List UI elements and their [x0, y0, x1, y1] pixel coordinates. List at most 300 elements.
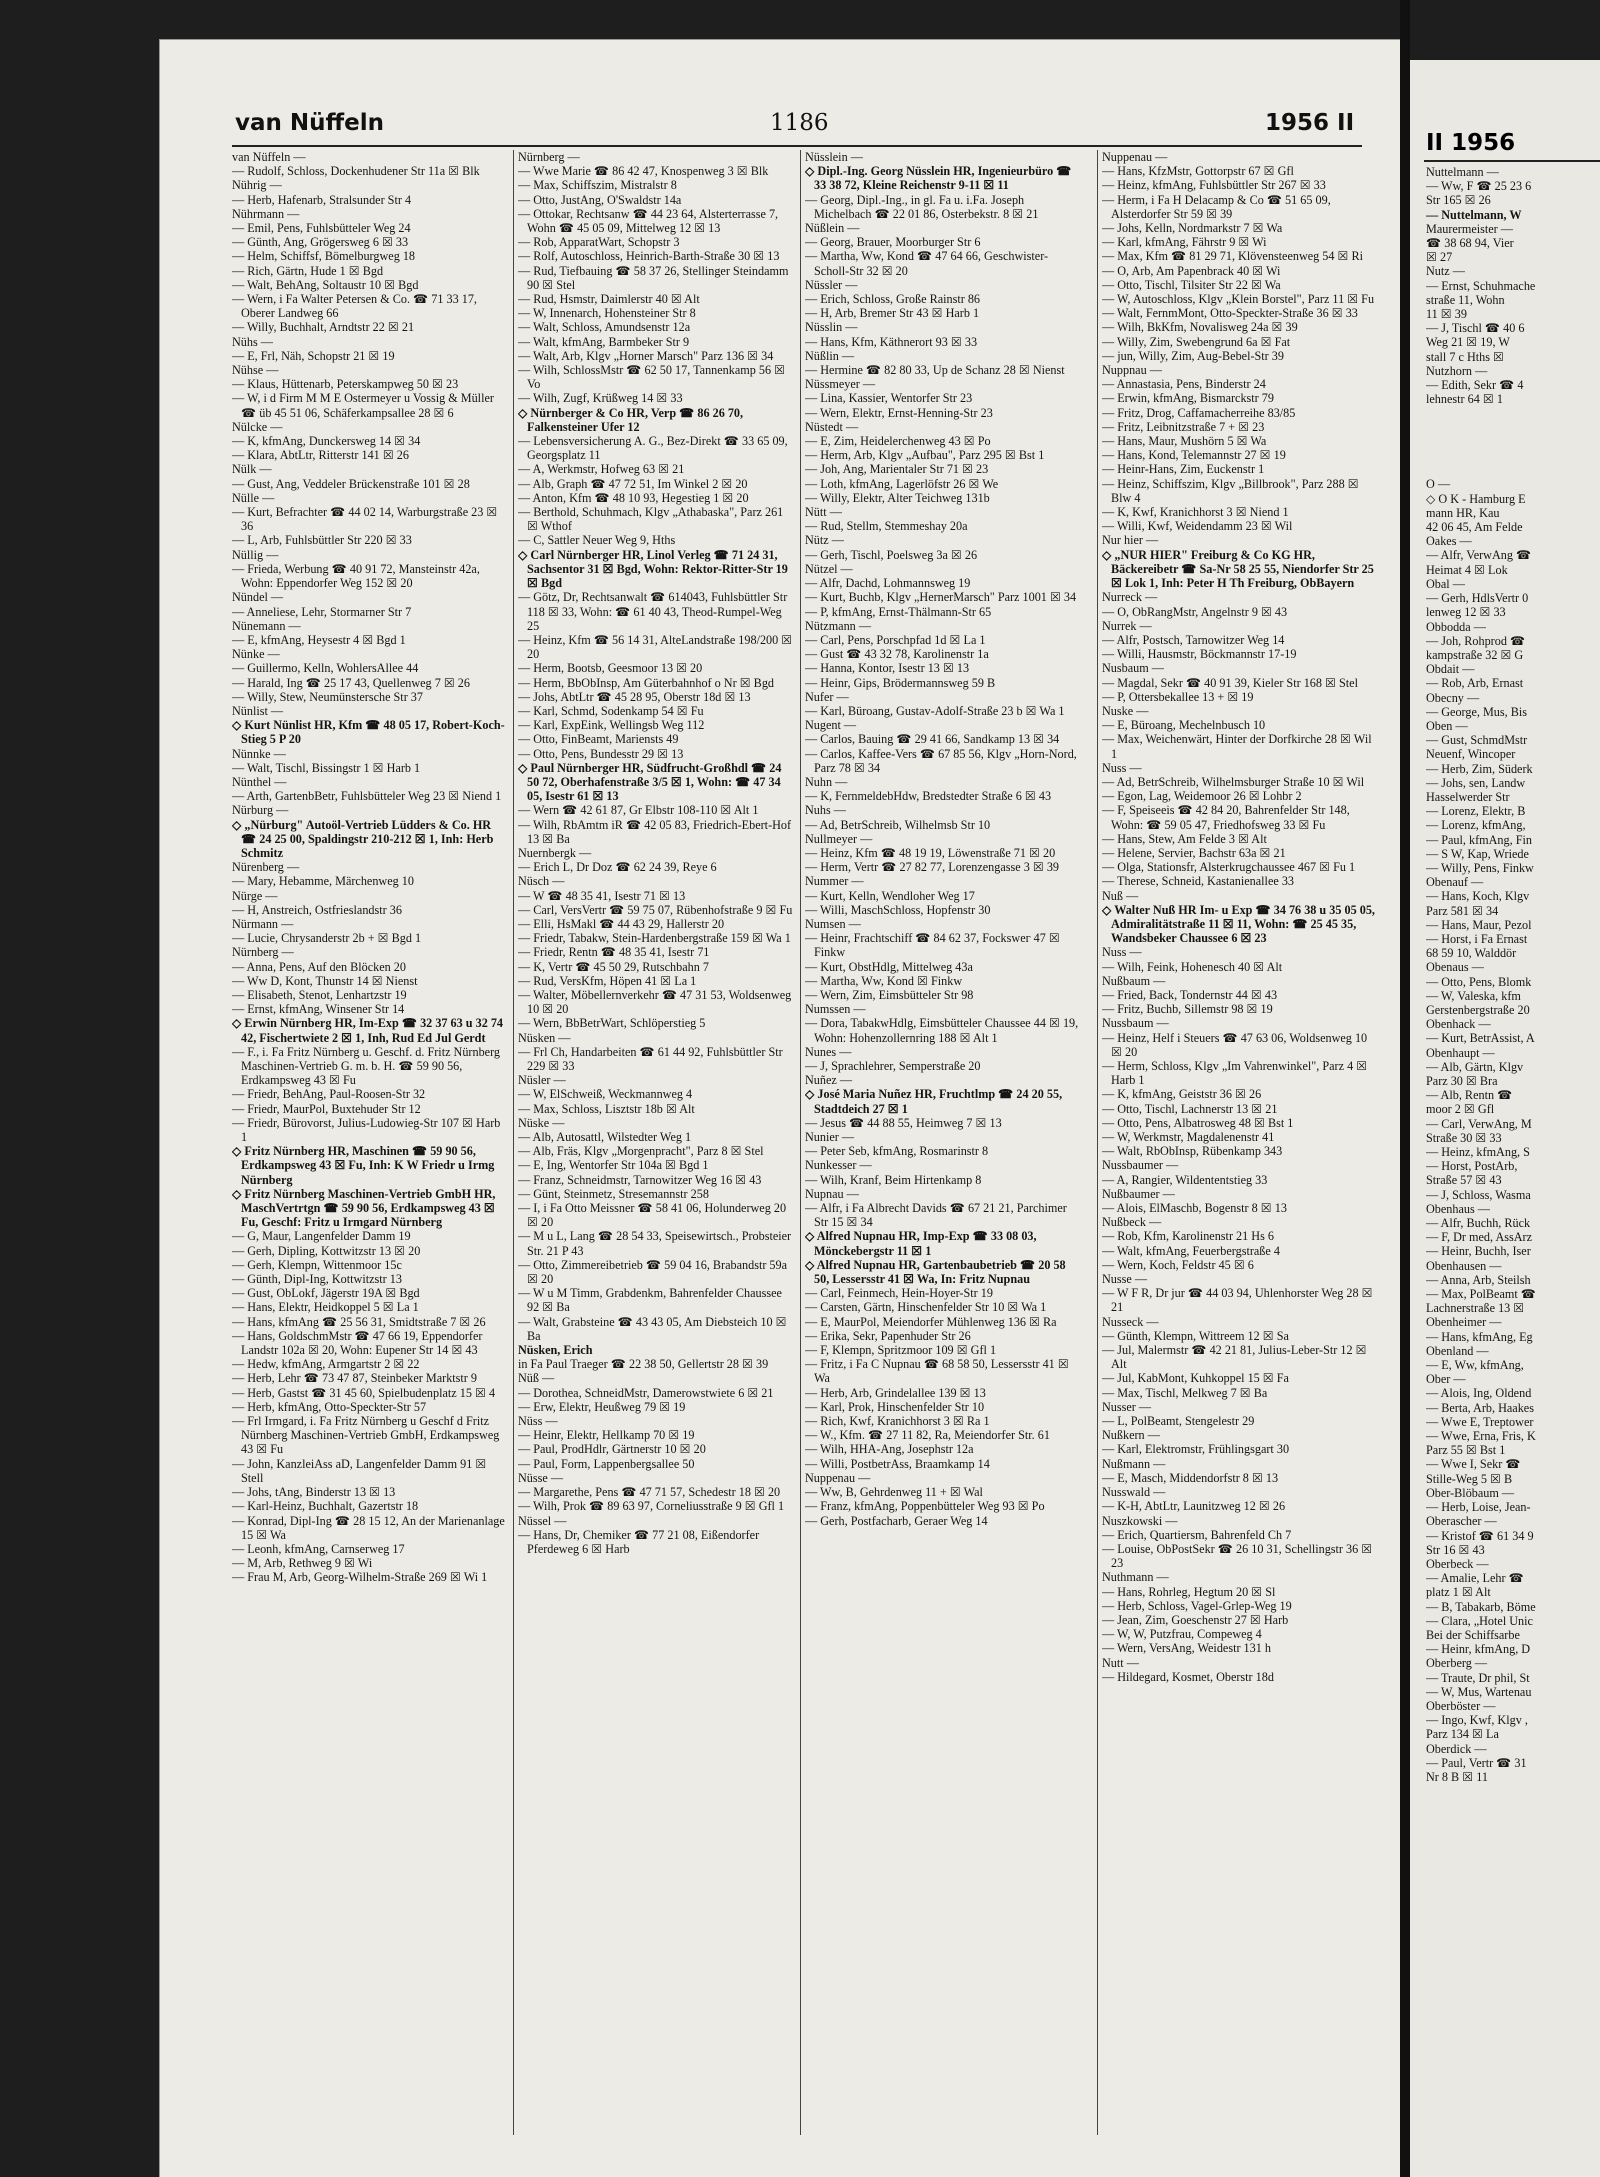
directory-entry: — Rud, Stellm, Stemmeshay 20a	[805, 519, 968, 534]
directory-entry: — Ottokar, Rechtsanw ☎ 44 23 64, Alsterterrasse 7, Wohn ☎ 45 05 09, Mittelweg 12 ☒ 13	[518, 206, 779, 236]
directory-entry: — K, Kwf, Kranichhorst 3 ☒ Niend 1	[1102, 505, 1289, 520]
surname-heading: Nürnberg —	[518, 150, 580, 164]
directory-entry: — Alfr, Postsch, Tarnowitzer Weg 14	[1102, 632, 1285, 647]
directory-entry: — Lebensversicherung A. G., Bez-Direkt ☎ 33 65 09, Georgsplatz 11	[518, 434, 788, 463]
directory-entry: — Herm, BbObInsp, Am Güterbahnhof o Nr ☒ Bgd	[518, 675, 775, 690]
surname-heading: Nufer —	[805, 689, 849, 704]
directory-entry: — Hans, Stew, Am Felde 3 ☒ Alt	[1102, 831, 1267, 846]
column-divider	[513, 150, 514, 2135]
directory-entry: — Rolf, Autoschloss, Heinrich-Barth-Straße 30 ☒ 13	[518, 249, 780, 264]
directory-entry: — Alb, Rentn ☎	[1426, 1088, 1513, 1103]
directory-entry: — Hans, kfmAng, Eg	[1426, 1329, 1533, 1344]
directory-entry: — Otto, Pens, Bundesstr 29 ☒ 13	[518, 746, 684, 761]
directory-entry: — W., Kfm. ☎ 27 11 82, Ra, Meiendorfer Str. 61	[805, 1428, 1050, 1443]
directory-entry: — Egon, Lag, Weidemoor 26 ☒ Lohbr 2	[1102, 789, 1302, 804]
directory-entry: Nüsken, Erich	[518, 1343, 593, 1358]
directory-entry: — Otto, JustAng, O'Swaldstr 14a	[518, 192, 682, 207]
directory-entry: — Paul, Vertr ☎ 31	[1426, 1755, 1527, 1770]
directory-entry: — Frau M, Arb, Georg-Wilhelm-Straße 269 ☒ Wi 1	[232, 1570, 488, 1585]
directory-entry: — Willi, Hausmstr, Böckmannstr 17-19	[1102, 647, 1297, 662]
directory-entry: — F, Dr med, AssArz	[1426, 1230, 1532, 1245]
surname-heading: Nusbaum —	[1102, 661, 1164, 676]
directory-entry: — Dora, TabakwHdlg, Eimsbütteler Chaussee 44 ☒ 19, Wohn: Hohenzollernring 188 ☒ Alt 1	[805, 1016, 1079, 1045]
directory-entry: — Olga, Stationsfr, Alsterkrugchaussee 467 ☒ Fu 1	[1102, 860, 1356, 875]
page-number: 1186	[770, 110, 829, 136]
directory-entry: — Hedw, kfmAng, Armgartstr 2 ☒ 22	[232, 1357, 420, 1372]
directory-entry: — Berthold, Schuhmach, Klgv „Athabaska", Parz 261 ☒ Wthof	[518, 505, 784, 534]
directory-entry: — Martha, Ww, Kond ☎ 47 64 66, Geschwister-Scholl-Str 32 ☒ 20	[805, 249, 1049, 278]
surname-heading: Nußmann —	[1102, 1456, 1166, 1471]
surname-heading: Nülcke —	[232, 419, 283, 434]
directory-entry: — Herm, Arb, Klgv „Aufbau", Parz 295 ☒ Bst 1	[805, 448, 1045, 463]
directory-entry: — Kurt, Kelln, Wendloher Weg 17	[805, 888, 975, 903]
directory-entry: — M, Arb, Rethweg 9 ☒ Wi	[232, 1556, 373, 1571]
directory-entry: — Louise, ObPostSekr ☎ 26 10 31, Schellingstr 36 ☒ 23	[1102, 1541, 1373, 1571]
directory-entry: Lachnerstraße 13 ☒	[1426, 1301, 1525, 1316]
directory-entry: — E, kfmAng, Heysestr 4 ☒ Bgd 1	[232, 632, 406, 647]
directory-entry: — Edith, Sekr ☎ 4	[1426, 378, 1524, 393]
directory-entry: — Kurt, ObstHdlg, Mittelweg 43a	[805, 959, 973, 974]
directory-entry: — Hans, GoldschmMstr ☎ 47 66 19, Eppendorfer Landstr 102a ☒ 20, Wohn: Eupener Str 14 ☒ 43	[232, 1328, 483, 1358]
surname-heading: Nünlist —	[232, 703, 284, 718]
directory-entry: — Heinz, Helf i Steuers ☎ 47 63 06, Woldsenweg 10 ☒ 20	[1102, 1030, 1368, 1059]
directory-entry: ◇ Kurt Nünlist HR, Kfm ☎ 48 05 17, Robert-Koch-Stieg 5 P 20	[232, 718, 505, 747]
surname-heading: Nusser —	[1102, 1399, 1152, 1414]
directory-entry: — Helene, Servier, Bachstr 63a ☒ 21	[1102, 845, 1286, 860]
directory-entry: — Dorothea, SchneidMstr, Damerowstwiete 6 ☒ 21	[518, 1385, 774, 1400]
directory-entry: — Wern, Koch, Feldstr 45 ☒ 6	[1102, 1257, 1254, 1272]
directory-entry: — Wilh, Zugf, Krüßweg 14 ☒ 33	[518, 391, 683, 406]
facing-page-header-rule	[1424, 160, 1600, 162]
surname-heading: Nussbaum —	[1102, 1016, 1169, 1031]
directory-entry: — Jesus ☎ 44 88 55, Heimweg 7 ☒ 13	[805, 1115, 1002, 1130]
directory-entry: — Joh, Rohprod ☎	[1426, 633, 1526, 648]
directory-entry: — Erw, Elektr, Heußweg 79 ☒ 19	[518, 1399, 686, 1414]
directory-entry: — Alois, Ing, Oldend	[1426, 1386, 1532, 1401]
directory-entry: — Wilh, RbAmtm iR ☎ 42 05 83, Friedrich-Ebert-Hof 13 ☒ Ba	[518, 817, 792, 846]
surname-heading: Nurrek —	[1102, 618, 1152, 633]
directory-entry: — Carl, Pens, Porschpfad 1d ☒ La 1	[805, 632, 986, 647]
directory-entry: — Gerh, Tischl, Poelsweg 3a ☒ 26	[805, 547, 978, 562]
directory-entry: — W F R, Dr jur ☎ 44 03 94, Uhlenhorster Weg 28 ☒ 21	[1102, 1286, 1373, 1315]
directory-entry: — Max, Weichenwärt, Hinter der Dorfkirche 28 ☒ Wil 1	[1102, 732, 1372, 761]
directory-entry: — Gerh, Dipling, Kottwitzstr 13 ☒ 20	[232, 1243, 421, 1258]
directory-entry: — Heinr, Buchh, Iser	[1426, 1244, 1531, 1259]
surname-heading: Nührig —	[232, 178, 282, 193]
surname-heading: Nusseck —	[1102, 1314, 1159, 1329]
directory-entry: — Heinz, kfmAng, Fuhlsbüttler Str 267 ☒ 33	[1102, 178, 1326, 193]
directory-entry: — Lorenz, Elektr, B	[1426, 804, 1526, 819]
directory-entry: — Heinr, kfmAng, D	[1426, 1642, 1531, 1657]
directory-entry: — Herm, Vertr ☎ 27 82 77, Lorenzengasse 3 ☒ 39	[805, 860, 1060, 875]
directory-entry: 68 59 10, Walddör	[1426, 946, 1517, 961]
directory-entry: — Walt, Arb, Klgv „Horner Marsch" Parz 136 ☒ 34	[518, 348, 774, 363]
directory-entry: — Carsten, Gärtn, Hinschenfelder Str 10 ☒ Wa 1	[805, 1300, 1047, 1315]
directory-entry: — Alb, Gärtn, Klgv	[1426, 1059, 1524, 1074]
directory-entry: — E, Zim, Heidelerchenweg 43 ☒ Po	[805, 434, 991, 449]
directory-entry: — Ww D, Kont, Thunstr 14 ☒ Nienst	[232, 973, 418, 988]
directory-entry: — Rud, VersKfm, Höpen 41 ☒ La 1	[518, 973, 697, 988]
surname-heading: Nuñez —	[805, 1073, 853, 1088]
directory-entry: — Alfr, VerwAng ☎	[1426, 548, 1532, 563]
directory-entry: — Karl, ExpEink, Wellingsb Weg 112	[518, 718, 705, 733]
directory-entry	[1426, 463, 1600, 477]
surname-heading: Obenhausen —	[1426, 1258, 1502, 1273]
directory-entry: — Ad, BetrSchreib, Wilhelmsb Str 10	[805, 817, 991, 832]
surname-heading: Nüsch —	[518, 874, 565, 889]
directory-entry	[1426, 449, 1600, 463]
directory-entry: — M u L, Lang ☎ 28 54 33, Speisewirtsch., Probsteier Str. 21 P 43	[518, 1229, 792, 1258]
header-rule	[232, 145, 1362, 147]
surname-heading: Nüsken —	[518, 1030, 571, 1045]
directory-entry: — Johs, tAng, Binderstr 13 ☒ 13	[232, 1485, 396, 1500]
directory-entry: — Heinz, Kfm ☎ 48 19 19, Löwenstraße 71 ☒ 20	[805, 845, 1056, 860]
surname-heading: van Nüffeln —	[232, 150, 306, 164]
directory-entry: — Emil, Pens, Fuhlsbütteler Weg 24	[232, 221, 411, 236]
surname-heading: Nuernbergk —	[518, 845, 592, 860]
directory-entry: — Wern, i Fa Walter Petersen & Co. ☎ 71 33 17, Oberer Landweg 66	[232, 292, 477, 321]
directory-entry: — Alois, ElMaschb, Bogenstr 8 ☒ 13	[1102, 1201, 1287, 1216]
directory-entry: — Therese, Schneid, Kastanienallee 33	[1102, 874, 1295, 889]
directory-entry: — Götz, Dr, Rechtsanwalt ☎ 614043, Fuhlsbüttler Str 118 ☒ 33, Wohn: ☎ 61 40 43, Theod-Rumpel-Weg 25	[518, 590, 788, 633]
directory-entry: in Fa Paul Traeger ☎ 22 38 50, Gellertstr 28 ☒ 39	[518, 1357, 769, 1372]
surname-heading: Nührmann —	[232, 206, 300, 221]
directory-entry: — Otto, Zimmereibetrieb ☎ 59 04 16, Brabandstr 59a ☒ 20	[518, 1257, 788, 1287]
directory-entry: — Joh, Ang, Marientaler Str 71 ☒ 23	[805, 462, 989, 477]
surname-heading: Nurreck —	[1102, 590, 1158, 605]
directory-entry: — Anneliese, Lehr, Stormarner Str 7	[232, 604, 412, 619]
directory-entry: — Wern, Zim, Eimsbütteler Str 98	[805, 987, 974, 1002]
directory-entry: — Hans, Kond, Telemannstr 27 ☒ 19	[1102, 448, 1286, 463]
surname-heading: Nummer —	[805, 874, 864, 889]
directory-entry: — Max, Tischl, Melkweg 7 ☒ Ba	[1102, 1385, 1268, 1400]
directory-entry: ◇ Paul Nürnberger HR, Südfrucht-Großhdl ☎ 24 50 72, Oberhafenstraße 3/5 ☒ 1, Wohn: ☎ 47 34 05, Isestr 61 ☒ 13	[518, 760, 782, 804]
directory-entry: — F, Speiseeis ☎ 42 84 20, Bahrenfelder Str 148, Wohn: ☎ 59 05 47, Friedhofsweg 33 ☒ Fu	[1102, 803, 1350, 832]
directory-entry: — J, Tischl ☎ 40 6	[1426, 321, 1525, 336]
surname-heading: Obenhaus —	[1426, 1201, 1490, 1216]
directory-entry	[1426, 421, 1600, 435]
directory-entry: — Alb, Graph ☎ 47 72 51, Im Winkel 2 ☒ 20	[518, 476, 748, 491]
directory-entry: ◇ Erwin Nürnberg HR, Im-Exp ☎ 32 37 63 u 32 74 42, Fischertwiete 2 ☒ 1, Inh, Rud Ed Jul Gerdt	[232, 1016, 504, 1045]
directory-entry: — Otto, FinBeamt, Mariensts 49	[518, 732, 679, 747]
directory-entry: — Anna, Pens, Auf den Blöcken 20	[232, 959, 406, 974]
directory-entry: — Günth, Klempn, Wittreem 12 ☒ Sa	[1102, 1328, 1289, 1343]
directory-entry: — Karl, Prok, Hinschenfelder Str 10	[805, 1399, 985, 1414]
directory-entry: — Herm, i Fa H Delacamp & Co ☎ 51 65 09, Alsterdorfer Str 59 ☒ 39	[1102, 192, 1331, 221]
directory-entry: — Wilh, HHA-Ang, Josephstr 12a	[805, 1442, 974, 1457]
directory-entry: — Hans, Maur, Mushörn 5 ☒ Wa	[1102, 434, 1267, 449]
directory-entry: ◇ Walter Nuß HR Im- u Exp ☎ 34 76 38 u 35 05 05, Admiralitätstraße 11 ☒ 11, Wohn: ☎ 25 45 35, Wandsbeker Chaussee 6 ☒ 23	[1102, 902, 1375, 946]
surname-heading: Nüsslin —	[805, 320, 858, 335]
surname-heading: Nupnau —	[805, 1186, 859, 1201]
directory-entry	[1426, 406, 1600, 420]
directory-entry: — Gerh, Klempn, Wittenmoor 15c	[232, 1257, 402, 1272]
surname-heading: Obenhack —	[1426, 1017, 1491, 1032]
directory-entry: mann HR, Kau	[1426, 505, 1500, 520]
surname-heading: Nußbaumer —	[1102, 1186, 1175, 1201]
directory-entry: — Elisabeth, Stenot, Lenhartzstr 19	[232, 987, 407, 1002]
directory-entry: — Walt, kfmAng, Feuerbergstraße 4	[1102, 1243, 1280, 1258]
directory-entry: — Herb, Gastst ☎ 31 45 60, Spielbudenplatz 15 ☒ 4	[232, 1385, 496, 1400]
directory-entry: — Rob, Kfm, Karolinenstr 21 Hs 6	[1102, 1229, 1274, 1244]
directory-entry: — Hildegard, Kosmet, Oberstr 18d	[1102, 1669, 1274, 1684]
surname-heading: Nühse —	[232, 363, 279, 378]
directory-entry: — Wern, VersAng, Weidestr 131 h	[1102, 1641, 1271, 1656]
directory-entry: — Heinz, Schiffszim, Klgv „Billbrook", Parz 288 ☒ Blw 4	[1102, 476, 1359, 505]
directory-entry: — P, Ottersbekallee 13 + ☒ 19	[1102, 689, 1254, 704]
directory-entry: — Johs, AbtLtr ☎ 45 28 95, Oberstr 18d ☒ 13	[518, 689, 751, 704]
directory-entry: — Erich, Schloss, Große Rainstr 86	[805, 292, 981, 307]
surname-heading: Nünthel —	[232, 774, 287, 789]
surname-heading: Nur hier —	[1102, 533, 1159, 548]
directory-entry: — Herb, Lehr ☎ 73 47 87, Steinbeker Marktstr 9	[232, 1371, 477, 1386]
directory-entry: — Wilh, SchlossMstr ☎ 62 50 17, Tannenkamp 56 ☒ Vo	[518, 363, 786, 392]
directory-entry: ◇ Fritz Nürnberg HR, Maschinen ☎ 59 90 56, Erdkampsweg 43 ☒ Fu, Inh: K W Friedr u Irmg Nürnberg	[232, 1144, 495, 1187]
surname-heading: Nüssmeyer —	[805, 377, 876, 392]
directory-entry: — Hanna, Kontor, Isestr 13 ☒ 13	[805, 661, 970, 676]
directory-entry: 11 ☒ 39	[1426, 307, 1467, 322]
surname-heading: Nüßlein —	[805, 221, 860, 236]
directory-entry: — Heinr, Elektr, Hellkamp 70 ☒ 19	[518, 1428, 695, 1443]
directory-entry: — Anna, Arb, Steilsh	[1426, 1272, 1531, 1287]
directory-entry: — Nuttelmann, W	[1426, 207, 1522, 222]
directory-entry: — Walt, BehAng, Soltaustr 10 ☒ Bgd	[232, 277, 419, 292]
surname-heading: Nüsse —	[518, 1470, 564, 1485]
directory-entry: ◇ Nürnberger & Co HR, Verp ☎ 86 26 70, Falkensteiner Ufer 12	[518, 405, 744, 434]
directory-entry: — Willi, Kwf, Weidendamm 23 ☒ Wil	[1102, 519, 1293, 534]
directory-entry: ◇ Alfred Nupnau HR, Imp-Exp ☎ 33 08 03, Mönckebergstr 11 ☒ 1	[805, 1229, 1037, 1258]
surname-heading: Nürenberg —	[232, 860, 300, 875]
surname-heading: Nuthmann —	[1102, 1570, 1169, 1585]
directory-entry: Hasselwerder Str	[1426, 789, 1510, 804]
surname-heading: Nuhn —	[805, 774, 848, 789]
directory-entry: — Walt, RbObInsp, Rübenkamp 343	[1102, 1144, 1283, 1159]
directory-entry: — Frl Ch, Handarbeiten ☎ 61 44 92, Fuhlsbüttler Str 229 ☒ 33	[518, 1044, 783, 1073]
directory-entry: — Ingo, Kwf, Klgv ,	[1426, 1713, 1528, 1728]
directory-entry: — W ☎ 48 35 41, Isestr 71 ☒ 13	[518, 888, 686, 903]
surname-heading: Oakes —	[1426, 534, 1472, 549]
surname-heading: Nürburg —	[232, 803, 289, 818]
facing-page-column	[1426, 165, 1600, 2155]
directory-entry: — Mary, Hebamme, Märchenweg 10	[232, 874, 414, 889]
directory-entry: — W, Innenarch, Hohensteiner Str 8	[518, 306, 696, 321]
directory-entry: — Walt, Tischl, Bissingstr 1 ☒ Harb 1	[232, 760, 421, 775]
surname-heading: Nutzhorn —	[1426, 363, 1488, 378]
surname-heading: Nuppenau —	[1102, 150, 1168, 164]
directory-entry: lehnestr 64 ☒ 1	[1426, 392, 1503, 407]
surname-heading: Ober —	[1426, 1372, 1466, 1387]
directory-entry: — K, FernmeldebHdw, Bredstedter Straße 6 ☒ 43	[805, 789, 1052, 804]
directory-entry: — A, Werkmstr, Hofweg 63 ☒ 21	[518, 462, 685, 477]
directory-entry: — jun, Willy, Zim, Aug-Bebel-Str 39	[1102, 348, 1284, 363]
directory-entry: — W, W, Putzfrau, Compeweg 4	[1102, 1627, 1262, 1642]
surname-heading: Nütz —	[805, 533, 844, 548]
directory-entry: — E, MaurPol, Meiendorfer Mühlenweg 136 ☒ Ra	[805, 1314, 1057, 1329]
directory-entry: 42 06 45, Am Felde	[1426, 520, 1523, 535]
directory-entry: — Gust, Ang, Veddeler Brückenstraße 101 ☒ 28	[232, 476, 470, 491]
directory-entry: — E, Frl, Näh, Schopstr 21 ☒ 19	[232, 348, 395, 363]
facing-page	[1410, 60, 1600, 2177]
surname-heading: Nülk —	[232, 462, 272, 477]
directory-entry: — Gerh, HdlsVertr 0	[1426, 591, 1529, 606]
surname-heading: Obdait —	[1426, 662, 1475, 677]
directory-entry: — Willy, Elektr, Alter Teichweg 131b	[805, 490, 990, 505]
surname-heading: Maurermeister —	[1426, 221, 1513, 236]
surname-heading: Nülle —	[232, 490, 275, 505]
directory-entry: Gerstenbergstraße 20	[1426, 1002, 1530, 1017]
directory-entry: — W, Werkmstr, Magdalenenstr 41	[1102, 1130, 1275, 1145]
directory-entry: — Fritz, Drog, Caffamacherreihe 83/85	[1102, 405, 1296, 420]
directory-entry: — Lucie, Chrysanderstr 2b + ☒ Bgd 1	[232, 931, 422, 946]
directory-entry: — Günth, Ang, Grögersweg 6 ☒ 33	[232, 235, 409, 250]
directory-entry: — F., i. Fa Fritz Nürnberg u. Geschf. d. Fritz Nürnberg Maschinen-Vertrieb G. m. b. H. ☎ 59 90 56, Erdkampsweg 43 ☒ Fu	[232, 1044, 501, 1088]
directory-entry: — Fritz, i Fa C Nupnau ☎ 68 58 50, Lessersstr 41 ☒ Wa	[805, 1357, 1069, 1386]
directory-entry: — Leonh, kfmAng, Carnserweg 17	[232, 1541, 405, 1556]
directory-entry: — Alfr, Dachd, Lohmannsweg 19	[805, 576, 971, 591]
surname-heading: Nünke —	[232, 647, 280, 662]
directory-entry: — Wern ☎ 42 61 87, Gr Elbstr 108-110 ☒ Alt 1	[518, 803, 759, 818]
directory-entry: — Carlos, Kaffee-Vers ☎ 67 85 56, Klgv „Horn-Nord, Parz 78 ☒ 34	[805, 746, 1077, 775]
surname-heading: Nühs —	[232, 334, 273, 349]
directory-entry: — Herb, Schloss, Vagel-Grlep-Weg 19	[1102, 1598, 1292, 1613]
directory-entry: — George, Mus, Bis	[1426, 704, 1527, 719]
directory-entry: — Willi, PostbetrAss, Braamkamp 14	[805, 1456, 990, 1471]
directory-entry: — Heinr, Frachtschiff ☎ 84 62 37, Fockswег 47 ☒ Finkw	[805, 931, 1060, 960]
directory-entry: — W u M Timm, Grabdenkm, Bahrenfelder Chaussee 92 ☒ Ba	[518, 1286, 782, 1315]
surname-heading: Obenauf —	[1426, 875, 1484, 890]
directory-entry: — Hans, Rohrleg, Hegtum 20 ☒ Sl	[1102, 1584, 1276, 1599]
directory-entry: — Max, Schloss, Lisztstr 18b ☒ Alt	[518, 1101, 695, 1116]
column-divider	[800, 150, 801, 2135]
surname-heading: Nüsslein —	[805, 150, 863, 164]
directory-entry: ◇ „Nürburg" Autoöl-Vertrieb Lüdders & Co. HR ☎ 24 25 00, Spaldingstr 210-212 ☒ 1, Inh: Herb Schmitz	[232, 817, 494, 860]
book-gutter	[1400, 0, 1410, 2177]
directory-entry: — Hans, Koch, Klgv	[1426, 889, 1530, 904]
directory-entry: — Rudolf, Schloss, Dockenhudener Str 11a ☒ Blk	[232, 164, 480, 179]
directory-entry: — O, Arb, Am Papenbrack 40 ☒ Wi	[1102, 263, 1281, 278]
surname-heading: Nüssler —	[805, 277, 858, 292]
surname-heading: Nündel —	[232, 590, 284, 605]
directory-entry: ◇ Fritz Nürnberg Maschinen-Vertrieb GmbH HR, MaschVertrtgn ☎ 59 90 56, Erdkampsweg 43 ☒ Fu, Geschf: Fritz u Irmgard Nürnberg	[232, 1186, 496, 1230]
directory-entry: — Berta, Arb, Haakes	[1426, 1400, 1534, 1415]
directory-entry: — Walter, Möbellernverkehr ☎ 47 31 53, Woldsenweg 10 ☒ 20	[518, 987, 792, 1017]
directory-entry: — Traute, Dr phil, St	[1426, 1670, 1530, 1685]
surname-heading: Nünemann —	[232, 618, 301, 633]
directory-entry: Stille-Weg 5 ☒ B	[1426, 1471, 1513, 1486]
surname-heading: Obenland —	[1426, 1343, 1489, 1358]
surname-heading: Nuß —	[1102, 888, 1139, 903]
directory-entry: — Willy, Pens, Finkw	[1426, 860, 1534, 875]
directory-entry: — A, Rangier, Wildententstieg 33	[1102, 1172, 1268, 1187]
directory-entry: — Georg, Brauer, Moorburger Str 6	[805, 235, 981, 250]
directory-entry: — Friedr, Bürovorst, Julius-Ludowieg-Str 107 ☒ Harb 1	[232, 1115, 501, 1145]
directory-entry: — B, Tabakarb, Böme	[1426, 1599, 1536, 1614]
directory-entry: ◇ O K - Hamburg E	[1426, 491, 1526, 506]
directory-entry: — Franz, Schneidmstr, Tarnowitzer Weg 16 ☒ 43	[518, 1172, 762, 1187]
directory-entry: — W, ElSchweiß, Weckmannweg 4	[518, 1087, 693, 1102]
directory-entry: — Rud, Tiefbauing ☎ 58 37 26, Stellinger Steindamm 90 ☒ Stel	[518, 263, 789, 292]
directory-entry: — Fritz, Buchb, Sillemstr 98 ☒ 19	[1102, 1002, 1273, 1017]
surname-heading: Nüßlin —	[805, 348, 855, 363]
directory-entry: — Gust ☎ 43 32 78, Karolinenstr 1a	[805, 647, 989, 662]
directory-entry: — S W, Kap, Wriede	[1426, 846, 1529, 861]
directory-entry: — Erich L, Dr Doz ☎ 62 24 39, Reye 6	[518, 860, 717, 875]
surname-heading: Nuppnau —	[1102, 363, 1162, 378]
surname-heading: Numssen —	[805, 1002, 866, 1017]
directory-entry: — Heinr, Gips, Brödermannsweg 59 B	[805, 675, 996, 690]
directory-entry: Nr 8 B ☒ 11	[1426, 1769, 1488, 1784]
directory-entry: — G, Maur, Langenfelder Damm 19	[232, 1229, 411, 1244]
directory-entry: — Erwin, kfmAng, Bismarckstr 79	[1102, 391, 1274, 406]
directory-entry: — Karl, Büroang, Gustav-Adolf-Straße 23 b ☒ Wa 1	[805, 703, 1065, 718]
surname-heading: Nütt —	[805, 505, 842, 520]
directory-entry: — Kurt, BetrAssist, A	[1426, 1031, 1535, 1046]
directory-entry: ◇ „NUR HIER" Freiburg & Co KG HR, Bäckereibetr ☎ Sa-Nr 58 25 55, Niendorfer Str 25 ☒ Lok 1, Inh: Peter H Th Freiburg, ObBayern	[1102, 547, 1374, 591]
directory-entry: — I, i Fa Otto Meissner ☎ 58 41 06, Holunderweg 20 ☒ 20	[518, 1201, 787, 1230]
directory-entry: — Ww, B, Gehrdenweg 11 + ☒ Wal	[805, 1485, 983, 1500]
directory-entry: — Willy, Zim, Swebengrund 6a ☒ Fat	[1102, 334, 1291, 349]
directory-entry: — Carl, VersVertr ☎ 59 75 07, Rübenhofstraße 9 ☒ Fu	[518, 902, 793, 917]
directory-entry: — Wilh, BkKfm, Novalisweg 24a ☒ 39	[1102, 320, 1298, 335]
surname-heading: Oberberg —	[1426, 1656, 1488, 1671]
directory-entry: — Walt, FernmMont, Otto-Speckter-Straße 36 ☒ 33	[1102, 306, 1358, 321]
directory-entry: — Wwe, Erna, Fris, K	[1426, 1429, 1536, 1444]
directory-entry: — Hans, Maur, Pezol	[1426, 917, 1532, 932]
directory-entry: straße 11, Wohn	[1426, 292, 1505, 307]
surname-heading: Nußkern —	[1102, 1428, 1160, 1443]
directory-entry: — Alb, Autosattl, Wilstedter Weg 1	[518, 1130, 692, 1145]
directory-entry: — Ernst, Schuhmache	[1426, 278, 1536, 293]
directory-entry: — Karl, kfmAng, Fährstr 9 ☒ Wi	[1102, 235, 1267, 250]
directory-entry: — Peter Seb, kfmAng, Rosmarinstr 8	[805, 1144, 989, 1159]
directory-entry: — Karl-Heinz, Buchhalt, Gazertstr 18	[232, 1499, 419, 1514]
surname-heading: Nüske —	[518, 1115, 565, 1130]
directory-entry: — O, ObRangMstr, Angelnstr 9 ☒ 43	[1102, 604, 1288, 619]
directory-entry: platz 1 ☒ Alt	[1426, 1585, 1491, 1600]
directory-entry: — E, Masch, Middendorfstr 8 ☒ 13	[1102, 1470, 1279, 1485]
directory-entry: ◇ Alfred Nupnau HR, Gartenbaubetrieb ☎ 20 58 50, Lessersstr 41 ☒ Wa, In: Fritz Nupnau	[805, 1257, 1066, 1287]
directory-entry: ◇ Carl Nürnberger HR, Linol Verleg ☎ 71 24 31, Sachsentor 31 ☒ Bgd, Wohn: Rektor-Ritter-Str 19 ☒ Bgd	[518, 547, 788, 591]
directory-entry: Parz 30 ☒ Bra	[1426, 1074, 1498, 1088]
directory-entry: — Willi, MaschSchloss, Hopfenstr 30	[805, 902, 991, 917]
directory-entry: — Jul, KabMont, Kuhkoppel 15 ☒ Fa	[1102, 1371, 1289, 1386]
directory-entry: — Hermine ☎ 82 80 33, Up de Schanz 28 ☒ Nienst	[805, 363, 1065, 378]
directory-entry: — K, kfmAng, Dunckersweg 14 ☒ 34	[232, 434, 421, 449]
surname-heading: Nullmeyer —	[805, 831, 873, 846]
directory-entry: — Frieda, Werbung ☎ 40 91 72, Mansteinstr 42a, Wohn: Eppendorfer Weg 152 ☒ 20	[232, 561, 480, 591]
directory-entry: — Heinz, kfmAng, S	[1426, 1145, 1530, 1160]
directory-entry: Neuenf, Wincoper	[1426, 747, 1516, 762]
surname-heading: Obecny —	[1426, 690, 1480, 705]
facing-page-header: II 1956	[1426, 130, 1516, 156]
directory-entry: — Loth, kfmAng, Lagerlöfstr 26 ☒ We	[805, 476, 999, 491]
directory-entry: — Kurt, Buchb, Klgv „HernerMarsch" Parz 1001 ☒ 34	[805, 590, 1077, 605]
surname-heading: Nuhs —	[805, 803, 846, 818]
surname-heading: Obal —	[1426, 576, 1465, 591]
directory-entry: — Alfr, i Fa Albrecht Davids ☎ 67 21 21, Parchimer Str 15 ☒ 34	[805, 1201, 1067, 1230]
directory-entry: — Heinz, Kfm ☎ 56 14 31, AlteLandstraße 198/200 ☒ 20	[518, 632, 793, 662]
surname-heading: Nuss —	[1102, 945, 1142, 960]
surname-heading: Nuttelmann —	[1426, 165, 1499, 179]
directory-entry: — Lina, Kassier, Wentorfer Str 23	[805, 391, 973, 406]
directory-entry: — E, Ing, Wentorfer Str 104a ☒ Bgd 1	[518, 1158, 709, 1173]
directory-entry: — Klara, AbtLtr, Ritterstr 141 ☒ 26	[232, 448, 409, 463]
surname-heading: Nuske —	[1102, 703, 1149, 718]
surname-heading: Nüllig —	[232, 547, 279, 562]
directory-entry: — W, Mus, Wartenau	[1426, 1684, 1532, 1699]
column-divider	[1097, 150, 1098, 2135]
directory-entry: — P, kfmAng, Ernst-Thälmann-Str 65	[805, 604, 992, 619]
